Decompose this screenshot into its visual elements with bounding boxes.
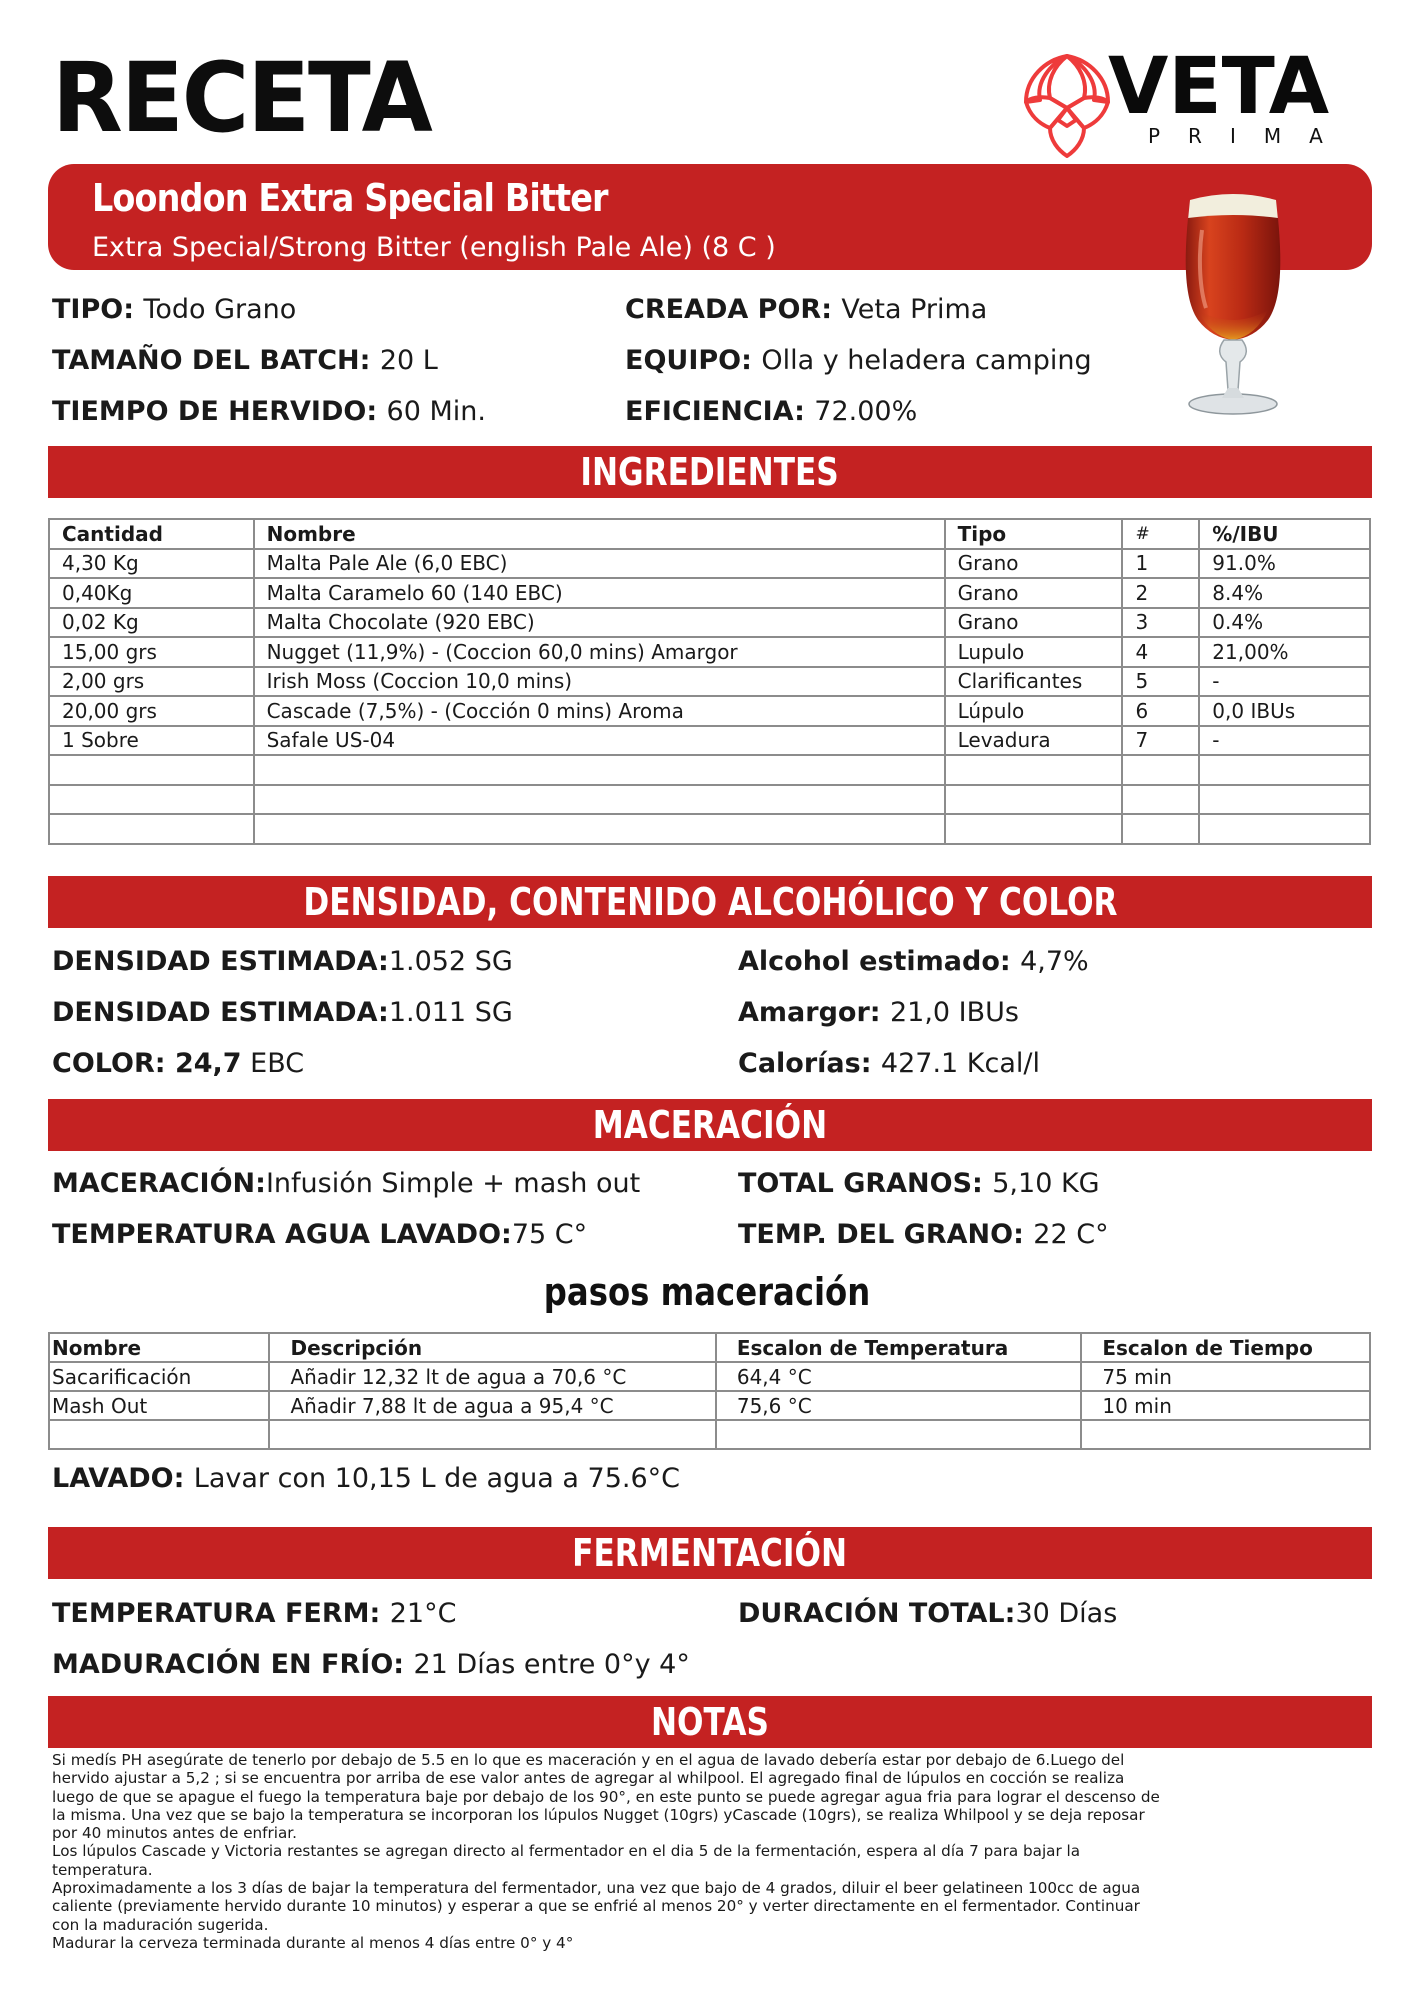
info-hervido: TIEMPO DE HERVIDO: 60 Min. <box>52 396 486 427</box>
og-value: 1.052 SG <box>388 946 513 977</box>
step-temperatura: 75,6 °C <box>716 1391 1082 1420</box>
step-nombre: Mash Out <box>49 1391 269 1420</box>
duracion-value: 30 Días <box>1015 1598 1118 1629</box>
ingredient-porcentaje <box>1199 785 1370 815</box>
ingredient-porcentaje: - <box>1199 667 1370 697</box>
info-tipo: TIPO: Todo Grano <box>52 294 297 325</box>
alcohol-value: 4,7% <box>1020 946 1089 977</box>
step-descripcion <box>269 1420 715 1449</box>
step-descripcion: Añadir 7,88 lt de agua a 95,4 °C <box>269 1391 715 1420</box>
note-line: por 40 minutos antes de enfriar. <box>52 1824 297 1843</box>
info-eficiencia-value: 72.00% <box>814 396 918 427</box>
col-numero: # <box>1122 519 1199 549</box>
mash-step-row <box>49 1362 1370 1391</box>
ingredient-porcentaje <box>1199 814 1370 844</box>
pasos-maceracion-heading <box>0 1270 1414 1314</box>
total-granos-value: 5,10 KG <box>992 1168 1100 1199</box>
recipe-style: Extra Special/Strong Bitter (english Pale Ale) (8 C ) <box>92 232 776 263</box>
col-tipo: Tipo <box>945 519 1123 549</box>
ingredient-tipo <box>945 785 1123 815</box>
ingredient-nombre <box>254 755 945 785</box>
section-maceracion-title: MACERACIÓN <box>592 1103 828 1147</box>
step-nombre <box>49 1420 269 1449</box>
color-value-bold: 24,7 <box>174 1048 242 1079</box>
calorias-value: 427.1 Kcal/l <box>880 1048 1040 1079</box>
ingredient-row <box>49 755 1370 785</box>
ingredient-porcentaje: 91.0% <box>1199 549 1370 579</box>
step-temperatura <box>716 1420 1082 1449</box>
ingredient-row <box>49 608 1370 638</box>
ingredient-tipo: Lupulo <box>945 637 1123 667</box>
step-tiempo: 75 min <box>1081 1362 1370 1391</box>
info-equipo: EQUIPO: Olla y heladera camping <box>625 345 1092 376</box>
maduracion-value: 21 Días entre 0°y 4° <box>413 1649 690 1680</box>
metodo-value: Infusión Simple + mash out <box>265 1168 641 1199</box>
ingredient-cantidad <box>49 785 254 815</box>
ingredient-tipo: Lúpulo <box>945 696 1123 726</box>
info-color: COLOR: 24,7 EBC <box>52 1048 305 1079</box>
info-batch: TAMAÑO DEL BATCH: 20 L <box>52 345 438 376</box>
note-line: Madurar la cerveza terminada durante al menos 4 días entre 0° y 4° <box>52 1933 574 1952</box>
info-batch-label: TAMAÑO DEL BATCH <box>52 345 360 376</box>
section-ingredientes <box>48 446 1372 498</box>
section-notas-title: NOTAS <box>651 1700 769 1744</box>
mash-steps-table <box>48 1332 1371 1450</box>
total-granos-label: TOTAL GRANOS <box>738 1168 973 1199</box>
info-hervido-label: TIEMPO DE HERVIDO <box>52 396 367 427</box>
notes-text <box>52 1751 1302 1952</box>
ingredient-numero <box>1122 814 1199 844</box>
info-tipo-label: TIPO <box>52 294 124 325</box>
mash-step-row <box>49 1391 1370 1420</box>
ingredient-nombre: Malta Pale Ale (6,0 EBC) <box>254 549 945 579</box>
info-fg: DENSIDAD ESTIMADA:1.011 SG <box>52 997 513 1028</box>
section-densidad-title: DENSIDAD, CONTENIDO ALCOHÓLICO Y COLOR <box>302 880 1118 924</box>
ingredient-numero: 4 <box>1122 637 1199 667</box>
fg-label: DENSIDAD ESTIMADA <box>52 997 378 1028</box>
ingredient-nombre <box>254 785 945 815</box>
note-line: con la maduración sugerida. <box>52 1915 269 1934</box>
ingredient-numero: 6 <box>1122 696 1199 726</box>
ingredient-tipo: Clarificantes <box>945 667 1123 697</box>
step-temperatura: 64,4 °C <box>716 1362 1082 1391</box>
ingredient-porcentaje: - <box>1199 726 1370 756</box>
info-duracion: DURACIÓN TOTAL:30 Días <box>738 1598 1118 1629</box>
ingredient-tipo: Grano <box>945 578 1123 608</box>
info-creada-value: Veta Prima <box>841 294 988 325</box>
pasos-maceracion-title: pasos maceración <box>543 1270 871 1314</box>
col-nombre: Nombre <box>254 519 945 549</box>
info-og: DENSIDAD ESTIMADA:1.052 SG <box>52 946 513 977</box>
ingredient-cantidad: 15,00 grs <box>49 637 254 667</box>
info-calorias: Calorías: 427.1 Kcal/l <box>738 1048 1040 1079</box>
hop-icon <box>1020 52 1115 158</box>
ingredient-nombre: Safale US-04 <box>254 726 945 756</box>
col-nombre: Nombre <box>49 1333 269 1362</box>
step-nombre: Sacarificación <box>49 1362 269 1391</box>
section-fermentacion <box>48 1527 1372 1579</box>
ingredient-tipo <box>945 755 1123 785</box>
ingredient-cantidad: 2,00 grs <box>49 667 254 697</box>
note-line: luego de que se apague el fuego la temperatura baje por debajo de los 90°, en este punto se puede agregar agua fria para lograr el descenso de <box>52 1787 1160 1806</box>
ingredient-numero: 5 <box>1122 667 1199 697</box>
ingredient-porcentaje: 21,00% <box>1199 637 1370 667</box>
ingredient-nombre: Cascade (7,5%) - (Cocción 0 mins) Aroma <box>254 696 945 726</box>
info-batch-value: 20 L <box>379 345 438 376</box>
ingredient-cantidad <box>49 755 254 785</box>
ingredient-row <box>49 667 1370 697</box>
info-maduracion: MADURACIÓN EN FRÍO: 21 Días entre 0°y 4° <box>52 1649 690 1680</box>
amargor-label: Amargor <box>738 997 870 1028</box>
ingredient-porcentaje: 0,0 IBUs <box>1199 696 1370 726</box>
ingredient-row <box>49 578 1370 608</box>
fg-value: 1.011 SG <box>388 997 513 1028</box>
step-tiempo <box>1081 1420 1370 1449</box>
info-hervido-value: 60 Min. <box>386 396 486 427</box>
agua-lavado-value: 75 C° <box>511 1219 588 1250</box>
ingredient-cantidad: 20,00 grs <box>49 696 254 726</box>
lavado-value: Lavar con 10,15 L de agua a 75.6°C <box>193 1463 681 1494</box>
ingredient-row <box>49 785 1370 815</box>
agua-lavado-label: TEMPERATURA AGUA LAVADO <box>52 1219 502 1250</box>
ingredient-tipo: Grano <box>945 608 1123 638</box>
section-densidad <box>48 876 1372 928</box>
col-escalon-tiempo: Escalon de Tiempo <box>1081 1333 1370 1362</box>
info-equipo-label: EQUIPO <box>625 345 742 376</box>
note-line: la misma. Una vez que se bajo la temperatura se incorporan los lúpulos Nugget (10grs) yCascade (10grs), se realiza Whilpool y se deja reposar <box>52 1805 1145 1824</box>
ingredient-cantidad: 0,40Kg <box>49 578 254 608</box>
ingredient-porcentaje: 0.4% <box>1199 608 1370 638</box>
ingredient-nombre: Nugget (11,9%) - (Coccion 60,0 mins) Amargor <box>254 637 945 667</box>
color-unit: EBC <box>241 1048 305 1079</box>
info-tipo-value: Todo Grano <box>143 294 297 325</box>
note-line: caliente (previamente hervido durante 10 minutos) y esperar a que se enfrié al menos 20° y verter directamente en el fermentador. Continuar <box>52 1897 1140 1916</box>
lavado-label: LAVADO <box>52 1463 174 1494</box>
ingredient-cantidad: 4,30 Kg <box>49 549 254 579</box>
ingredient-cantidad: 1 Sobre <box>49 726 254 756</box>
ingredient-row <box>49 814 1370 844</box>
section-maceracion <box>48 1099 1372 1151</box>
info-temp-ferm: TEMPERATURA FERM: 21°C <box>52 1598 457 1629</box>
page-title: RECETA <box>52 41 431 154</box>
ingredient-numero: 3 <box>1122 608 1199 638</box>
note-line: Aproximadamente a los 3 días de bajar la temperatura del fermentador, una vez que bajo de 4 grados, diluir el beer gelatineen 100cc de agua <box>52 1879 1141 1898</box>
ingredient-numero <box>1122 755 1199 785</box>
ingredient-cantidad <box>49 814 254 844</box>
section-fermentacion-title: FERMENTACIÓN <box>572 1531 848 1575</box>
temp-grano-value: 22 C° <box>1033 1219 1109 1250</box>
ingredient-nombre: Malta Caramelo 60 (140 EBC) <box>254 578 945 608</box>
maduracion-label: MADURACIÓN EN FRÍO <box>52 1649 394 1680</box>
color-label: COLOR <box>52 1048 155 1079</box>
calorias-label: Calorías <box>738 1048 861 1079</box>
col-escalon-temperatura: Escalon de Temperatura <box>716 1333 1082 1362</box>
ingredient-nombre <box>254 814 945 844</box>
metodo-label: MACERACIÓN <box>52 1168 256 1199</box>
temp-grano-label: TEMP. DEL GRANO <box>738 1219 1014 1250</box>
ingredient-tipo: Levadura <box>945 726 1123 756</box>
ingredient-row <box>49 726 1370 756</box>
info-lavado: LAVADO: Lavar con 10,15 L de agua a 75.6°C <box>52 1463 681 1494</box>
amargor-value: 21,0 IBUs <box>889 997 1019 1028</box>
mash-step-row <box>49 1420 1370 1449</box>
ingredient-row <box>49 549 1370 579</box>
info-total-granos: TOTAL GRANOS: 5,10 KG <box>738 1168 1100 1199</box>
info-equipo-value: Olla y heladera camping <box>761 345 1092 376</box>
duracion-label: DURACIÓN TOTAL <box>738 1598 1005 1629</box>
note-line: hervido ajustar a 5,2 ; si se encuentra por arriba de ese valor antes de agregar al whilpool. El agregado final de lúpulos en cocción se realiza <box>52 1769 1125 1788</box>
info-temp-grano: TEMP. DEL GRANO: 22 C° <box>738 1219 1109 1250</box>
recipe-name: Loondon Extra Special Bitter <box>92 176 608 220</box>
ingredient-porcentaje: 8.4% <box>1199 578 1370 608</box>
ingredient-row <box>49 696 1370 726</box>
table-header-row <box>49 1333 1370 1362</box>
note-line: temperatura. <box>52 1860 153 1879</box>
ingredient-row <box>49 637 1370 667</box>
table-header-row <box>49 519 1370 549</box>
info-eficiencia-label: EFICIENCIA <box>625 396 795 427</box>
info-amargor: Amargor: 21,0 IBUs <box>738 997 1019 1028</box>
note-line: Si medís PH asegúrate de tenerlo por debajo de 5.5 en lo que es maceración y en el agua de lavado debería estar por debajo de 6.Luego del <box>52 1751 1125 1769</box>
section-ingredientes-title: INGREDIENTES <box>580 450 840 494</box>
info-metodo: MACERACIÓN:Infusión Simple + mash out <box>52 1168 641 1199</box>
logo-wordmark: VETA <box>1108 42 1330 132</box>
ingredient-tipo <box>945 814 1123 844</box>
note-line: Los lúpulos Cascade y Victoria restantes se agregan directo al fermentador en el dia 5 de la fermentación, espera al día 7 para bajar la <box>52 1842 1081 1861</box>
ingredient-numero: 2 <box>1122 578 1199 608</box>
ingredient-numero <box>1122 785 1199 815</box>
ingredient-nombre: Malta Chocolate (920 EBC) <box>254 608 945 638</box>
ingredient-cantidad: 0,02 Kg <box>49 608 254 638</box>
info-agua-lavado: TEMPERATURA AGUA LAVADO:75 C° <box>52 1219 588 1250</box>
alcohol-label: Alcohol estimado <box>738 946 1000 977</box>
og-label: DENSIDAD ESTIMADA <box>52 946 378 977</box>
info-creada: CREADA POR: Veta Prima <box>625 294 988 325</box>
info-alcohol: Alcohol estimado: 4,7% <box>738 946 1089 977</box>
ingredient-numero: 7 <box>1122 726 1199 756</box>
temp-ferm-value: 21°C <box>389 1598 457 1629</box>
col-cantidad: Cantidad <box>49 519 254 549</box>
col-descripcion: Descripción <box>269 1333 715 1362</box>
section-notas <box>48 1696 1372 1748</box>
col-porcentaje-ibu: %/IBU <box>1199 519 1370 549</box>
beer-glass-image <box>1168 190 1298 425</box>
step-descripcion: Añadir 12,32 lt de agua a 70,6 °C <box>269 1362 715 1391</box>
info-creada-label: CREADA POR <box>625 294 822 325</box>
ingredient-numero: 1 <box>1122 549 1199 579</box>
temp-ferm-label: TEMPERATURA FERM <box>52 1598 370 1629</box>
step-tiempo: 10 min <box>1081 1391 1370 1420</box>
ingredient-tipo: Grano <box>945 549 1123 579</box>
ingredient-nombre: Irish Moss (Coccion 10,0 mins) <box>254 667 945 697</box>
ingredient-porcentaje <box>1199 755 1370 785</box>
info-eficiencia: EFICIENCIA: 72.00% <box>625 396 918 427</box>
ingredients-table <box>48 518 1371 845</box>
logo-subtitle: PRIMA <box>1148 124 1351 148</box>
